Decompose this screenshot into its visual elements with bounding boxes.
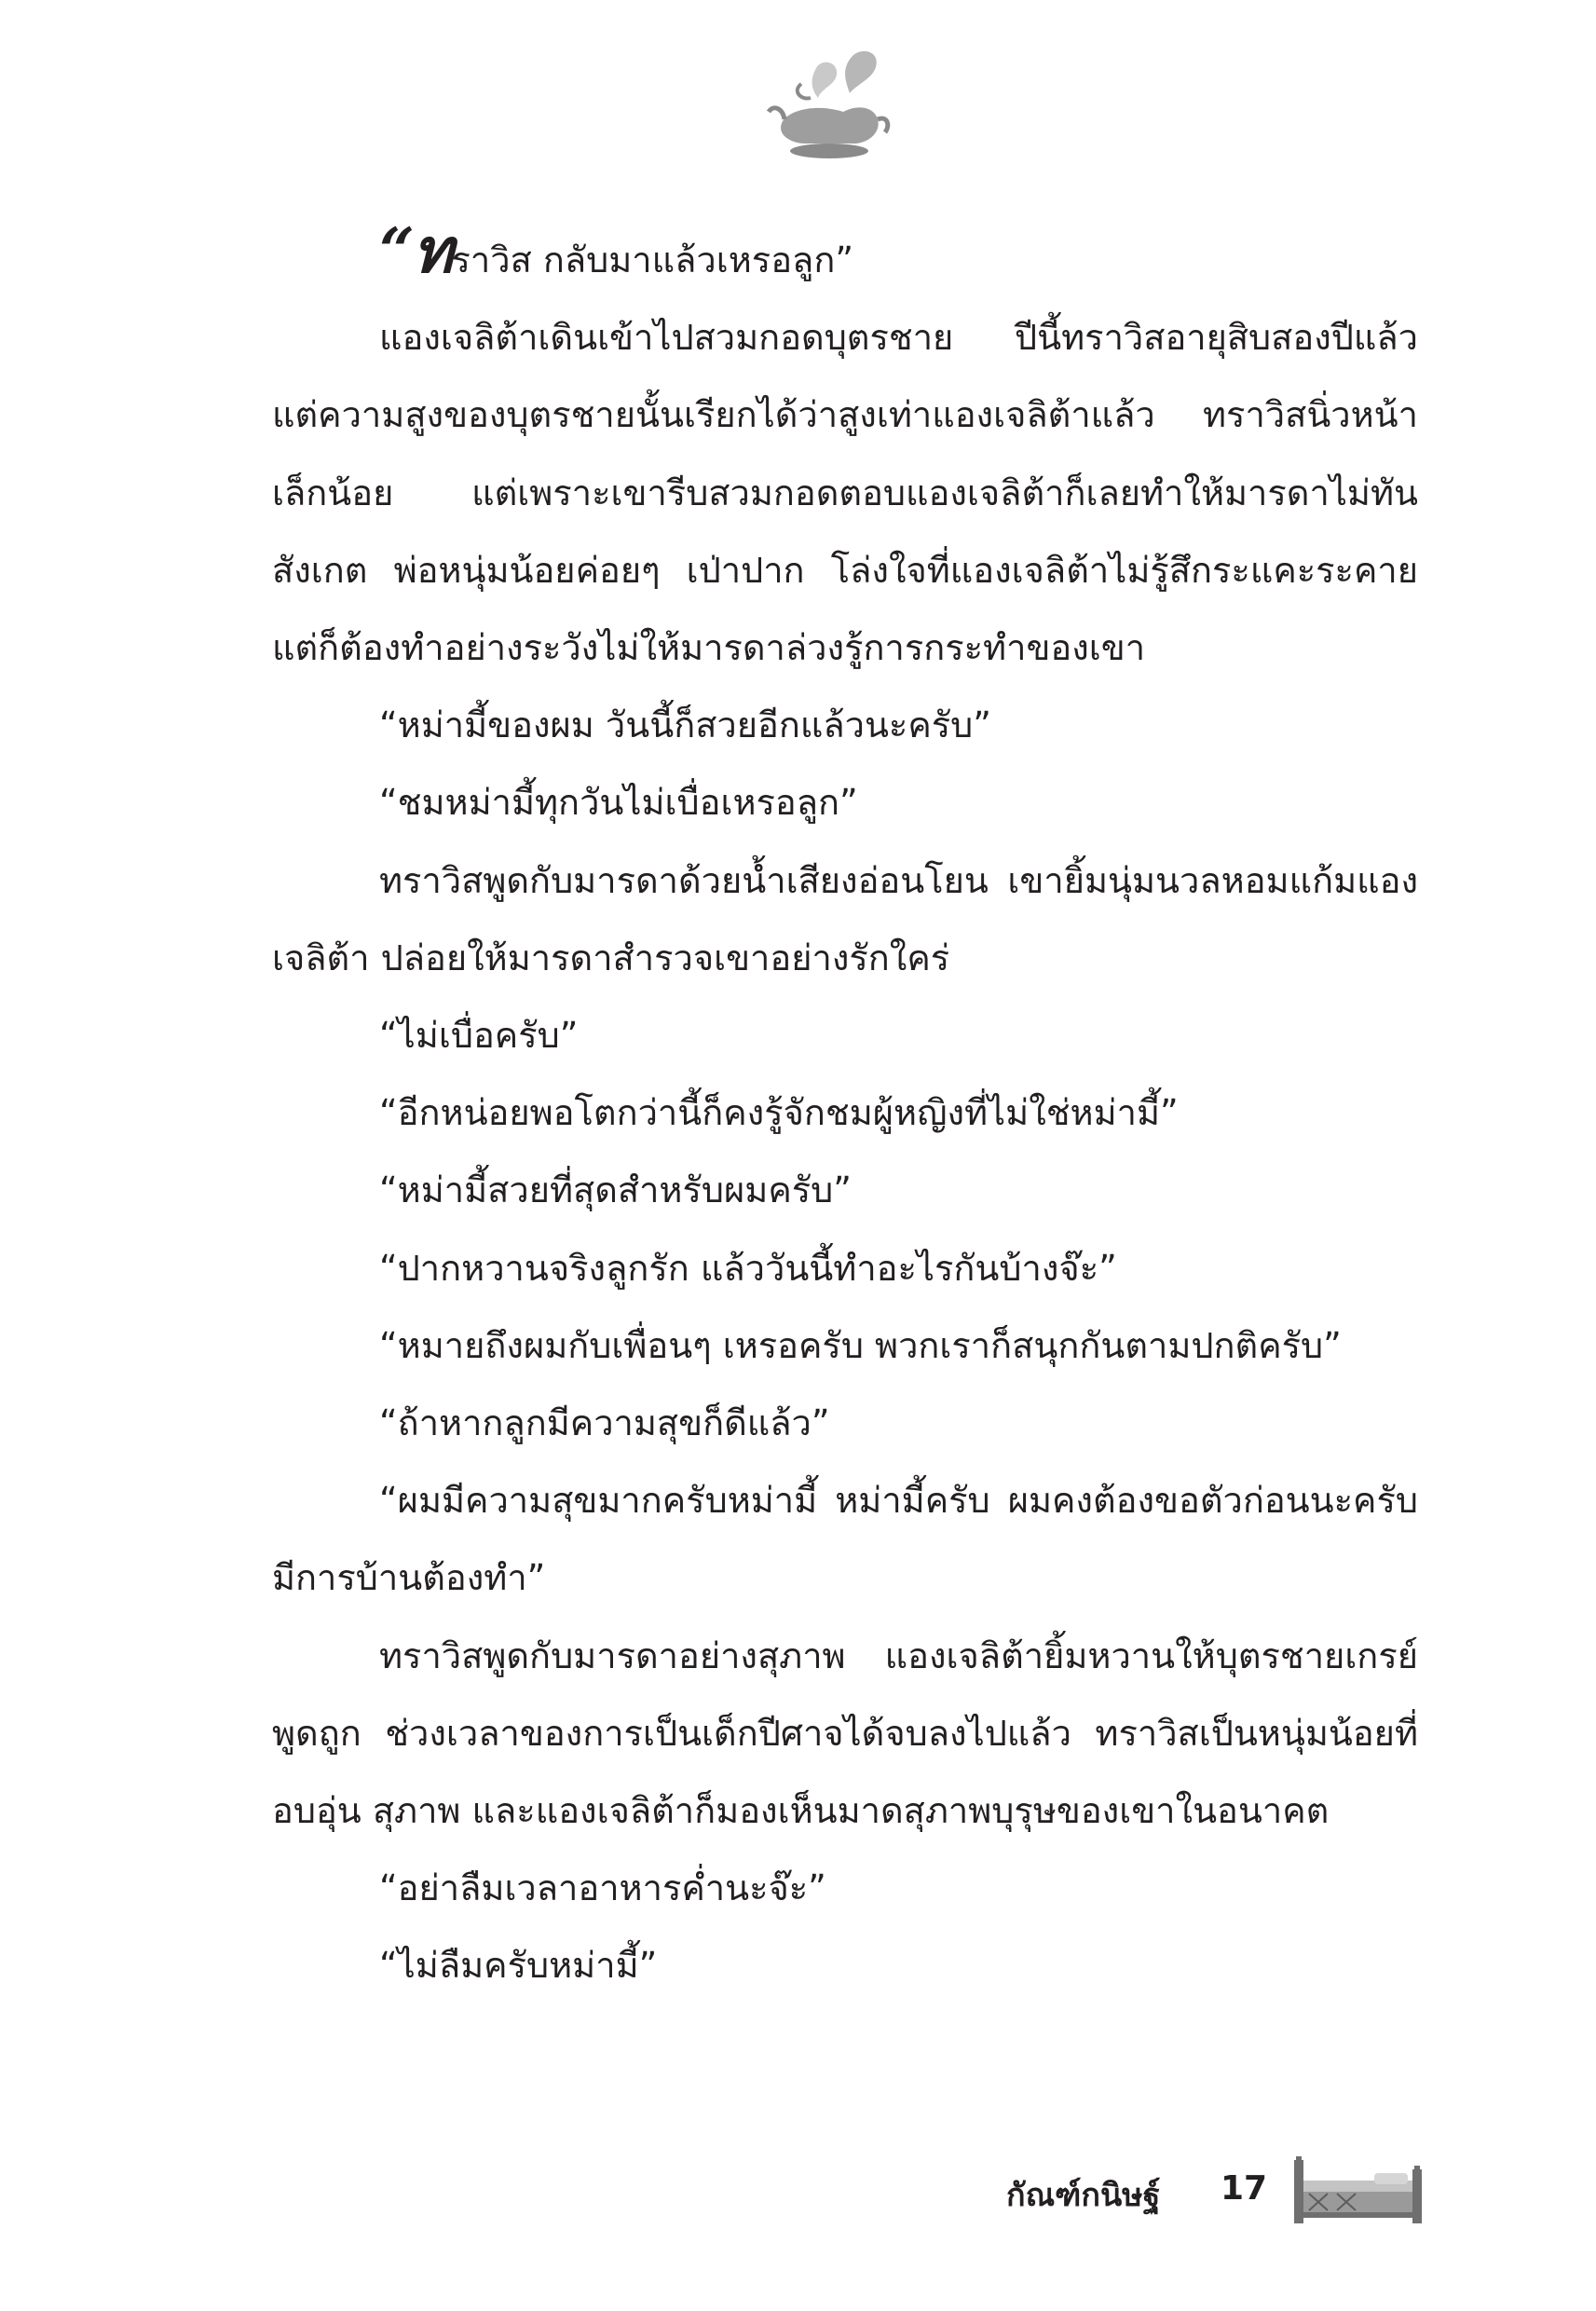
dialogue-line: “อย่าลืมเวลาอาหารค่ำนะจ๊ะ” [379, 1867, 826, 1909]
dialogue-line: “อีกหน่อยพอโตกว่านี้ก็คงรู้จักชมผู้หญิงที่ไม่ใช่หม่ามี้” [379, 1092, 1179, 1134]
paragraph-opening: “ทราวิส กลับมาแล้วเหรอลูก” [379, 214, 854, 287]
dialogue-line: “ไม่ลืมครับหม่ามี้” [379, 1945, 658, 1987]
bed-icon [1290, 2153, 1425, 2227]
page-number: 17 [1221, 2169, 1268, 2208]
dialogue-line: “ไม่เบื่อครับ” [379, 1015, 579, 1057]
dialogue-line: “ถ้าหากลูกมีความสุขก็ดีแล้ว” [379, 1402, 830, 1444]
paragraph: ทราวิสพูดกับมารดาอย่างสุภาพ แองเจลิต้ายิ้มหวานให้บุตรชายเกรย์พูดถูก ช่วงเวลาของการเป็นเด็กปีศาจได้จบลงไปแล้ว ทราวิสเป็นหนุ่มน้อยที่อบอุ่น สุภาพ และแองเจลิต้าก็มองเห็นมาดสุภาพบุรุษของเขาในอนาคต [272, 1634, 1418, 1832]
dialogue-line: “หม่ามี้ของผม วันนี้ก็สวยอีกแล้วนะครับ” [379, 704, 991, 746]
book-title: กัณฑ์กนิษฐ์ [1006, 2177, 1161, 2214]
dialogue-line: “ปากหวานจริงลูกรัก แล้ววันนี้ทำอะไรกันบ้างจ๊ะ” [379, 1247, 1117, 1289]
dialogue-line: “ชมหม่ามี้ทุกวันไม่เบื่อเหรอลูก” [379, 782, 858, 824]
drop-cap: “ท [379, 214, 452, 287]
dialogue-line: “หมายถึงผมกับเพื่อนๆ เหรอครับ พวกเราก็สนุกกันตามปกติครับ” [379, 1324, 1342, 1366]
paragraph: แองเจลิต้าเดินเข้าไปสวมกอดบุตรชาย ปีนี้ทราวิสอายุสิบสองปีแล้ว แต่ความสูงของบุตรชายนั้นเรียกได้ว่าสูงเท่าแองเจลิต้าแล้ว ทราวิสนิ่วหน้าเล็กน้อย แต่เพราะเขารีบสวมกอดตอบแองเจลิต้าก็เลยทำให้มารดาไม่ทันสังเกต พ่อหนุ่มน้อยค่อยๆ เป่าปาก โล่งใจที่แองเจลิต้าไม่รู้สึกระแคะระคาย แต่ก็ต้องทำอย่างระวังไม่ให้มารดาล่วงรู้การกระทำของเขา [272, 317, 1418, 669]
paragraph: ทราวิสพูดกับมารดาด้วยน้ำเสียงอ่อนโยน เขายิ้มนุ่มนวลหอมแก้มแองเจลิต้า ปล่อยให้มารดาสำรวจเขาอย่างรักใคร่ [272, 859, 1418, 978]
dialogue-line: “ผมมีความสุขมากครับหม่ามี้ หม่ามี้ครับ ผมคงต้องขอตัวก่อนนะครับ มีการบ้านต้องทำ” [272, 1480, 1418, 1599]
genie-lamp-ornament-icon [764, 47, 894, 168]
dialogue-line: “หม่ามี้สวยที่สุดสำหรับผมครับ” [379, 1169, 852, 1211]
page-footer [1006, 2153, 1435, 2227]
body-text [272, 214, 1418, 2005]
